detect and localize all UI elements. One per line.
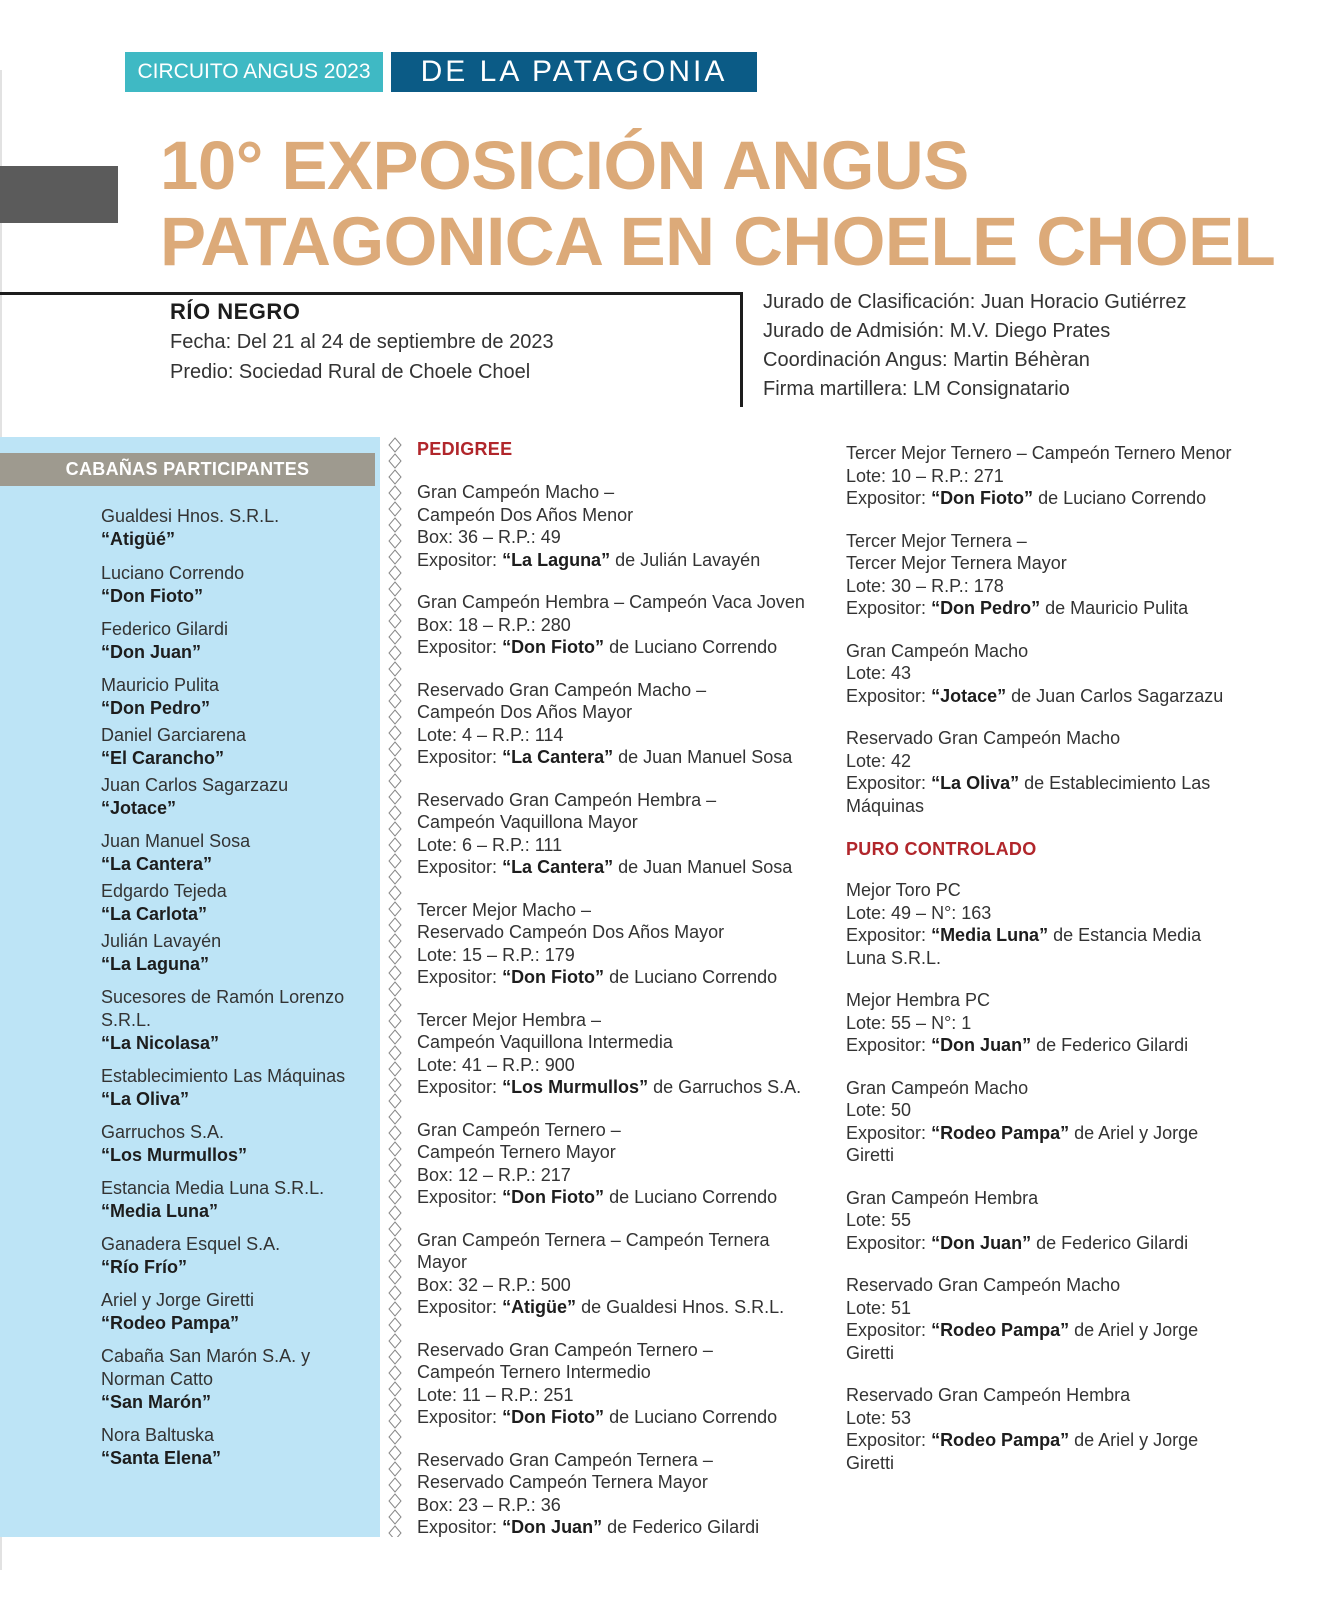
award-title: Gran Campeón Ternera – Campeón Ternera Mayor [417,1229,770,1272]
exhibitor-brand: “Don Juan” [502,1517,603,1537]
cabana-brand: “Río Frío” [101,1257,187,1277]
exhibitor-brand: “Atigüe” [502,1297,577,1317]
event-info [170,297,554,387]
award-title: Tercer Mejor Ternera – [846,530,1027,551]
cabana-owner: Nora Baltuska [101,1425,215,1445]
exhibitor-brand: “Los Murmullos” [502,1077,649,1097]
award-title: Gran Campeón Hembra – Campeón Vaca Joven [417,592,805,612]
cabana-item [101,562,371,608]
award-title: Campeón Ternero Mayor [417,1142,616,1162]
cabana-brand: “San Marón” [101,1392,212,1412]
exhibitor-owner: de Federico Gilardi [1036,1035,1189,1055]
award-title: Mejor Toro PC [846,880,961,900]
cabana-owner: Establecimiento Las Máquinas [101,1066,346,1086]
award-title: Campeón Dos Años Mayor [417,702,633,722]
award-title: Tercer Mejor Ternera Mayor [846,553,1067,573]
award-entry [846,640,1246,708]
exhibitor-label: Expositor: [417,1187,498,1207]
cabana-brand: “La Laguna” [101,954,210,974]
exhibitor-label: Expositor: [417,1297,498,1317]
exhibitor-brand: “Don Pedro” [931,598,1041,618]
cabana-item [101,986,371,1055]
award-title: Reservado Gran Campeón Macho – [417,679,707,700]
exhibitor-brand: “Jotace” [931,685,1007,706]
cabana-owner: Sucesores de Ramón Lorenzo S.R.L. [101,987,345,1030]
title-line-2: PATAGONICA EN CHOELE CHOEL [160,203,1276,280]
award-lot: Box: 12 – R.P.: 217 [417,1164,571,1185]
award-entry [417,591,817,659]
award-entry [846,442,1246,510]
award-entry [846,879,1246,969]
cabana-owner: Cabaña San Marón S.A. y Norman Catto [101,1346,311,1389]
award-lot: Lote: 6 – R.P.: 111 [417,834,563,855]
exhibitor-brand: “Don Fioto” [931,488,1034,508]
jury-line: Jurado de Admisión: M.V. Diego Prates [763,320,1111,342]
exhibitor-label: Expositor: [846,773,927,793]
award-entry [846,530,1246,620]
jury-line: Jurado de Clasificación: Juan Horacio Gutiérrez [763,291,1187,313]
award-lot: Lote: 42 [846,750,912,771]
diamond-chain-divider [388,437,402,1537]
exhibitor-owner: de Mauricio Pulita [1045,598,1189,618]
puro-controlado-list [846,879,1246,1474]
award-lot: Lote: 30 – R.P.: 178 [846,575,1004,596]
cabana-item [101,505,371,551]
cabana-item [101,618,371,664]
award-entry [417,899,817,989]
award-title: Reservado Campeón Dos Años Mayor [417,922,725,942]
cabana-item [101,774,371,820]
award-lot: Lote: 41 – R.P.: 900 [417,1054,575,1075]
right-column [846,442,1246,1474]
exhibitor-owner: de Establecimiento Las Máquinas [846,773,1211,816]
cabana-owner: Daniel Garciarena [101,725,247,745]
award-title: Reservado Gran Campeón Macho [846,1275,1121,1295]
cabana-item [101,1065,371,1111]
award-title: Reservado Gran Campeón Macho [846,728,1121,748]
exhibitor-label: Expositor: [846,685,927,706]
award-title: Tercer Mejor Hembra – [417,1009,602,1030]
award-title: Tercer Mejor Macho – [417,899,592,920]
exhibitor-label: Expositor: [417,1517,498,1537]
cabana-owner: Julián Lavayén [101,931,222,951]
award-entry [417,1119,817,1209]
cabana-owner: Luciano Correndo [101,563,245,583]
award-title: Campeón Dos Años Menor [417,504,634,525]
exhibitor-owner: de Ariel y Jorge Giretti [846,1320,1199,1363]
exhibitor-brand: “La Oliva” [931,773,1020,793]
award-exhibitor [417,746,817,769]
cabana-item [101,1177,371,1223]
exhibitor-owner: de Luciano Correndo [609,1407,778,1427]
exhibitor-label: Expositor: [846,598,927,618]
cabana-owner: Gualdesi Hnos. S.R.L. [101,506,280,526]
exhibitor-owner: de Luciano Correndo [609,637,778,657]
cabana-owner: Garruchos S.A. [101,1122,225,1142]
award-title: Reservado Campeón Ternera Mayor [417,1472,708,1492]
award-entry [846,1274,1246,1364]
award-title: Gran Campeón Macho [846,640,1029,661]
cabana-brand: “Media Luna” [101,1201,219,1221]
cabana-owner: Mauricio Pulita [101,675,220,695]
exhibitor-owner: de Luciano Correndo [609,967,778,987]
jury-list [763,288,1187,404]
award-exhibitor [417,636,817,659]
award-exhibitor [846,924,1246,969]
award-exhibitor [417,966,817,989]
award-exhibitor [417,1076,817,1099]
award-exhibitor [417,1186,817,1209]
exhibitor-owner: de Garruchos S.A. [653,1077,802,1097]
award-title: Reservado Gran Campeón Hembra [846,1385,1131,1405]
award-lot: Lote: 51 [846,1297,912,1318]
exhibitor-label: Expositor: [417,857,498,877]
award-exhibitor [846,772,1246,817]
exhibitor-owner: de Ariel y Jorge Giretti [846,1122,1199,1165]
exhibitor-brand: “Don Fioto” [502,637,605,657]
exhibitor-owner: de Federico Gilardi [607,1517,760,1537]
cabana-item [101,674,371,720]
award-entry [846,1187,1246,1255]
exhibitor-owner: de Federico Gilardi [1036,1232,1189,1253]
exhibitor-brand: “Don Juan” [931,1035,1032,1055]
award-entry [417,481,817,571]
exhibitor-brand: “Don Fioto” [502,1187,605,1207]
exhibitor-owner: de Juan Manuel Sosa [618,747,793,767]
cabana-owner: Juan Carlos Sagarzazu [101,775,289,795]
exhibitor-label: Expositor: [846,1122,927,1143]
award-exhibitor [417,1406,817,1429]
exhibitor-label: Expositor: [417,1077,498,1097]
jury-line: Firma martillera: LM Consignatario [763,378,1070,400]
award-title: Gran Campeón Macho – [417,482,615,502]
award-entry [846,1077,1246,1167]
award-exhibitor [417,549,817,572]
award-entry [417,1449,817,1539]
page-title [160,128,1310,280]
exhibitor-owner: de Estancia Media Luna S.R.L. [846,925,1202,968]
cabana-owner: Federico Gilardi [101,619,229,639]
award-lot: Lote: 55 [846,1210,912,1230]
cabana-owner: Estancia Media Luna S.R.L. [101,1178,325,1198]
cabana-item [101,880,371,926]
cabana-owner: Juan Manuel Sosa [101,831,251,851]
cabana-brand: “El Carancho” [101,748,225,768]
cabana-item [101,724,371,770]
header-column-divider [740,292,743,407]
exhibitor-label: Expositor: [417,1407,498,1427]
award-entry [417,789,817,879]
exhibitor-label: Expositor: [417,967,498,987]
cabana-item [101,830,371,876]
exhibitor-label: Expositor: [846,488,927,508]
cabana-brand: “Jotace” [101,798,177,818]
cabana-brand: “Don Fioto” [101,586,203,606]
award-exhibitor [846,685,1246,708]
award-title: Reservado Gran Campeón Ternera – [417,1449,713,1470]
award-lot: Lote: 53 [846,1407,912,1428]
award-title: Campeón Ternero Intermedio [417,1362,651,1382]
exhibitor-brand: “Don Fioto” [502,1407,605,1427]
award-exhibitor [417,856,817,879]
section-marker-bar [0,166,118,223]
cabana-owner: Edgardo Tejeda [101,881,227,901]
header-divider [0,292,740,295]
award-entry [846,727,1246,817]
pedigree-column [417,437,817,1539]
award-exhibitor [846,1319,1246,1364]
exhibitor-owner: de Juan Carlos Sagarzazu [1011,685,1224,706]
award-lot: Lote: 49 – N°: 163 [846,902,992,923]
award-lot: Lote: 11 – R.P.: 251 [417,1384,574,1405]
cabana-brand: “La Nicolasa” [101,1033,220,1053]
award-exhibitor [846,1429,1246,1474]
award-exhibitor [846,1034,1246,1057]
award-entry [417,1339,817,1429]
exhibitor-label: Expositor: [846,1430,927,1450]
exhibitor-owner: de Luciano Correndo [1038,488,1207,508]
award-title: Reservado Gran Campeón Ternero – [417,1339,713,1360]
cabana-owner: Ganadera Esquel S.A. [101,1234,281,1254]
cabana-brand: “Los Murmullos” [101,1145,248,1165]
cabanas-list [101,505,371,1470]
cabana-brand: “La Carlota” [101,904,208,924]
exhibitor-owner: de Ariel y Jorge Giretti [846,1430,1199,1473]
exhibitor-brand: “Don Fioto” [502,967,605,987]
jury-line: Coordinación Angus: Martin Béhèran [763,349,1090,371]
pedigree-list [417,481,817,1539]
exhibitor-owner: de Luciano Correndo [609,1187,778,1207]
region-tag: DE LA PATAGONIA [391,52,757,92]
award-lot: Lote: 15 – R.P.: 179 [417,944,575,965]
exhibitor-label: Expositor: [846,925,927,945]
exhibitor-label: Expositor: [846,1035,927,1055]
cabana-item [101,1121,371,1167]
award-title: Gran Campeón Hembra [846,1187,1039,1208]
award-entry [846,1384,1246,1474]
award-entry [417,1229,817,1319]
exhibitor-label: Expositor: [417,637,498,657]
cabana-brand: “Atigüé” [101,529,175,549]
award-title: Reservado Gran Campeón Hembra – [417,789,717,810]
exhibitor-owner: de Gualdesi Hnos. S.R.L. [581,1297,785,1317]
award-exhibitor [417,1296,817,1319]
cabana-owner: Ariel y Jorge Giretti [101,1290,255,1310]
award-lot: Lote: 4 – R.P.: 114 [417,724,564,745]
cabana-brand: “Santa Elena” [101,1448,222,1468]
exhibitor-label: Expositor: [846,1232,927,1253]
exhibitor-brand: “Don Juan” [931,1232,1032,1253]
award-entry [417,1009,817,1099]
award-title: Mejor Hembra PC [846,990,991,1010]
pedigree-heading: PEDIGREE [417,439,513,459]
cabana-item [101,1424,371,1470]
cabana-brand: “Don Juan” [101,642,202,662]
award-title: Gran Campeón Macho [846,1077,1029,1098]
exhibitor-brand: “La Laguna” [502,549,611,570]
award-lot: Box: 32 – R.P.: 500 [417,1274,571,1295]
award-lot: Box: 23 – R.P.: 36 [417,1494,561,1515]
exhibitor-brand: “Rodeo Pampa” [931,1430,1070,1450]
award-lot: Lote: 10 – R.P.: 271 [846,465,1004,486]
cabana-brand: “La Oliva” [101,1089,190,1109]
award-exhibitor [417,1516,817,1539]
series-tag: CIRCUITO ANGUS 2023 [125,52,383,92]
award-lot: Lote: 50 [846,1100,912,1120]
exhibitor-brand: “Media Luna” [931,925,1049,945]
award-title: Tercer Mejor Ternero – Campeón Ternero Menor [846,443,1232,463]
puro-controlado-heading: PURO CONTROLADO [846,839,1037,859]
cabana-item [101,1289,371,1335]
cabanas-heading: CABAÑAS PARTICIPANTES [0,453,375,486]
exhibitor-owner: de Julián Lavayén [615,549,761,570]
award-title: Gran Campeón Ternero – [417,1119,621,1140]
exhibitor-label: Expositor: [417,549,498,570]
award-exhibitor [846,1232,1246,1255]
event-region: RÍO NEGRO [170,299,301,324]
award-lot: Lote: 55 – N°: 1 [846,1012,972,1033]
award-lot: Box: 36 – R.P.: 49 [417,527,561,547]
exhibitor-label: Expositor: [846,1320,927,1340]
award-entry [417,679,817,769]
award-title: Campeón Vaquillona Mayor [417,812,638,832]
award-exhibitor [846,1122,1246,1167]
award-exhibitor [846,597,1246,620]
title-line-1: 10° EXPOSICIÓN ANGUS [160,127,969,204]
cabana-item [101,1233,371,1279]
cabana-item [101,930,371,976]
pedigree-continued-list [846,442,1246,817]
exhibitor-brand: “La Cantera” [502,857,614,877]
cabana-brand: “Don Pedro” [101,698,211,718]
award-exhibitor [846,487,1246,510]
award-entry [846,989,1246,1057]
exhibitor-brand: “Rodeo Pampa” [931,1320,1070,1340]
cabana-item [101,1345,371,1414]
award-lot: Lote: 43 [846,663,912,683]
exhibitor-owner: de Juan Manuel Sosa [618,857,793,877]
cabana-brand: “La Cantera” [101,854,213,874]
cabana-brand: “Rodeo Pampa” [101,1313,240,1333]
exhibitor-brand: “Rodeo Pampa” [931,1122,1070,1143]
award-title: Campeón Vaquillona Intermedia [417,1032,673,1052]
exhibitor-brand: “La Cantera” [502,747,614,767]
event-date: Fecha: Del 21 al 24 de septiembre de 2023 [170,331,554,353]
award-lot: Box: 18 – R.P.: 280 [417,614,571,635]
event-venue: Predio: Sociedad Rural de Choele Choel [170,361,531,383]
exhibitor-label: Expositor: [417,747,498,767]
